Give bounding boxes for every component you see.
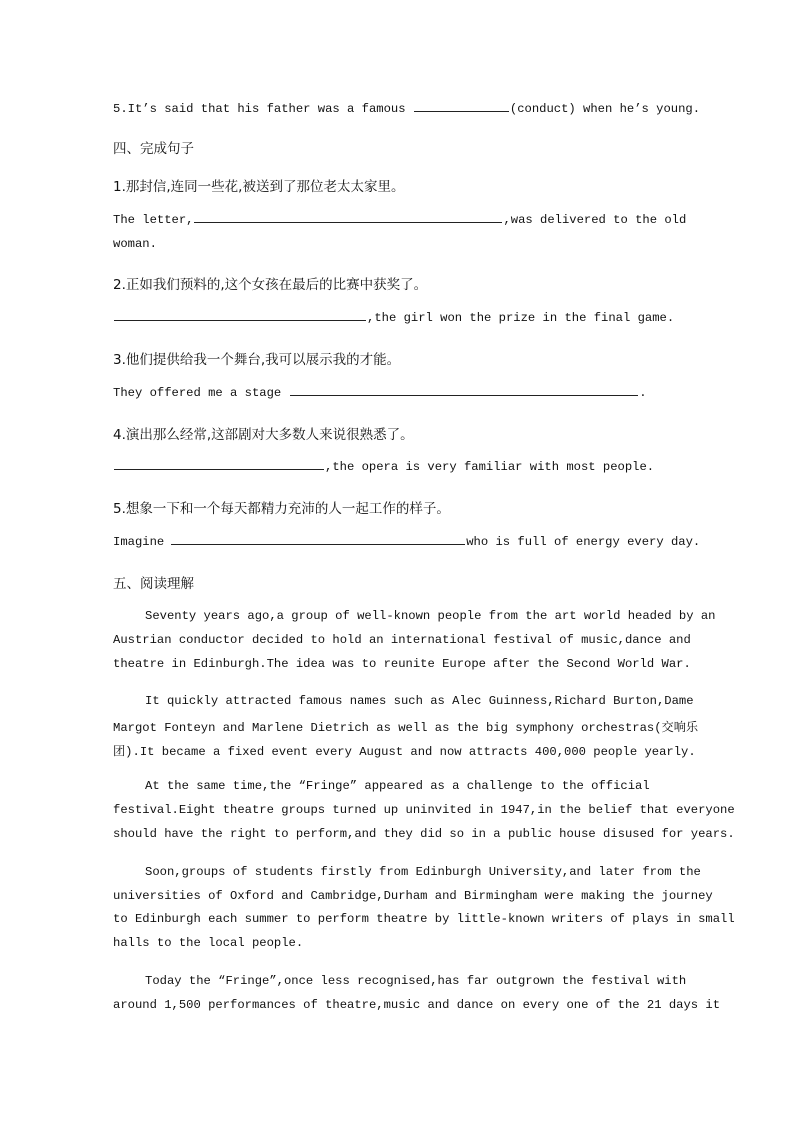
en-sentence-5 [113,535,700,549]
passage-line: to Edinburgh each summer to perform theatre by little-known writers of plays in small [113,912,735,926]
passage-line: should have the right to perform,and they did so in a public house disused for years. [113,827,735,841]
passage-line: around 1,500 performances of theatre,music and dance on every one of the 21 days it [113,998,721,1012]
en-text-after: who is full of energy every day. [466,535,701,549]
en-sentence-2 [113,311,674,325]
passage-line: festival.Eight theatre groups turned up uninvited in 1947,in the belief that everyone [113,803,735,817]
passage-line: Seventy years ago,a group of well-known people from the art world headed by an [145,609,716,623]
en-text-after: ,the girl won the prize in the final game. [367,311,675,325]
en-text-before: They offered me a stage [113,386,282,400]
item-text-before: 5.It’s said that his father was a famous [113,102,413,116]
cn-sentence-2: 2.正如我们预料的,这个女孩在最后的比赛中获奖了。 [113,277,428,293]
passage-line: Soon,groups of students firstly from Edinburgh University,and later from the [145,865,701,879]
passage-line: universities of Oxford and Cambridge,Durham and Birmingham were making the journey [113,889,713,903]
passage-line: At the same time,the “Fringe” appeared as a challenge to the official [145,779,650,793]
cn-sentence-5: 5.想象一下和一个每天都精力充沛的人一起工作的样子。 [113,501,450,517]
en-sentence-1-cont: woman. [113,237,157,251]
en-sentence-3 [113,386,647,400]
en-text-after: ,the opera is very familiar with most people. [325,460,655,474]
en-text-before: The letter, [113,213,194,227]
passage-line: halls to the local people. [113,936,304,950]
section-heading-part4: 四、完成句子 [113,141,194,157]
passage-line: theatre in Edinburgh.The idea was to reunite Europe after the Second World War. [113,657,691,671]
en-sentence-4 [113,460,654,474]
item-text-after: (conduct) when he’s young. [509,102,701,116]
passage-line: Margot Fonteyn and Marlene Dietrich as well as the big symphony orchestras(交响乐 [113,721,699,735]
passage-line: 团).It became a fixed event every August and now attracts 400,000 people yearly. [113,745,696,759]
answer-blank[interactable] [114,468,324,470]
fill-blank-item-5 [113,102,701,116]
passage-line: Today the “Fringe”,once less recognised,has far outgrown the festival with [145,974,687,988]
answer-blank[interactable] [114,319,366,321]
en-text-before: Imagine [113,535,165,549]
answer-blank[interactable] [194,221,502,223]
passage-line: Austrian conductor decided to hold an international festival of music,dance and [113,633,691,647]
answer-blank[interactable] [414,110,509,112]
cn-sentence-4: 4.演出那么经常,这部剧对大多数人来说很熟悉了。 [113,427,414,443]
answer-blank[interactable] [171,543,465,545]
en-sentence-1 [113,213,686,227]
en-text-after: ,was delivered to the old [503,213,687,227]
passage-line: It quickly attracted famous names such as Alec Guinness,Richard Burton,Dame [145,694,694,708]
answer-blank[interactable] [290,394,638,396]
cn-sentence-1: 1.那封信,连同一些花,被送到了那位老太太家里。 [113,179,405,195]
en-text-after: . [639,386,647,400]
cn-sentence-3: 3.他们提供给我一个舞台,我可以展示我的才能。 [113,352,401,368]
section-heading-part5: 五、阅读理解 [113,576,194,592]
